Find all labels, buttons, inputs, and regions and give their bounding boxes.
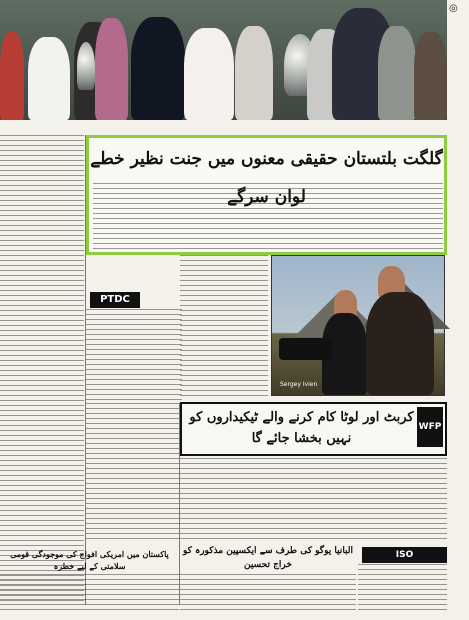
middle-column-text — [86, 403, 179, 542]
left-bottom-story — [0, 548, 179, 614]
margin-mark: ◎ — [449, 3, 458, 14]
second-story-text — [180, 458, 447, 542]
second-headline: کربٹ اور لوٹا کام کرنے والے ٹیکیداروں کو نہیں بخشا جائے گا — [189, 410, 414, 446]
person-silhouette — [95, 18, 128, 120]
left-bottom-text — [0, 574, 179, 614]
person-silhouette — [131, 17, 185, 120]
person-silhouette — [366, 292, 434, 395]
person-silhouette — [0, 32, 24, 120]
bottom-headline: البانیا یوگو کی طرف سے ایکسپین مذکورہ کو خراج تحسین — [182, 546, 354, 570]
bottom-story — [180, 544, 356, 614]
lead-center-text — [180, 255, 268, 400]
photo-credit: Sergey Ivien — [280, 381, 318, 388]
second-label: WFP — [417, 407, 443, 447]
lead-headline: گلگت بلتستان حقیقی معنوں میں جنت نظیر خطے لوان سرگے — [90, 149, 443, 207]
trophy-icon — [77, 42, 95, 90]
left-bottom-headline: پاکستان میں امریکی افواج کی موجودگی قومی سلامتی کے لیے خطرہ — [10, 549, 169, 571]
person-silhouette — [235, 26, 273, 120]
lead-kicker: PTDC — [90, 292, 140, 308]
camera-icon — [279, 338, 332, 360]
person-silhouette — [184, 28, 234, 120]
lead-left-text — [86, 309, 182, 403]
landscape-photo — [271, 255, 445, 396]
left-column-text — [0, 135, 84, 605]
lead-story-text — [93, 183, 443, 251]
front-page-photo — [0, 0, 447, 120]
lead-story-box — [86, 135, 447, 255]
person-silhouette — [378, 26, 416, 120]
side-story-text — [358, 564, 447, 614]
person-silhouette — [414, 32, 447, 120]
photo-caption — [0, 120, 447, 134]
side-label: ISO — [362, 547, 447, 563]
person-silhouette — [28, 37, 70, 120]
second-headline-box — [180, 402, 447, 456]
bottom-story-text — [180, 574, 356, 614]
